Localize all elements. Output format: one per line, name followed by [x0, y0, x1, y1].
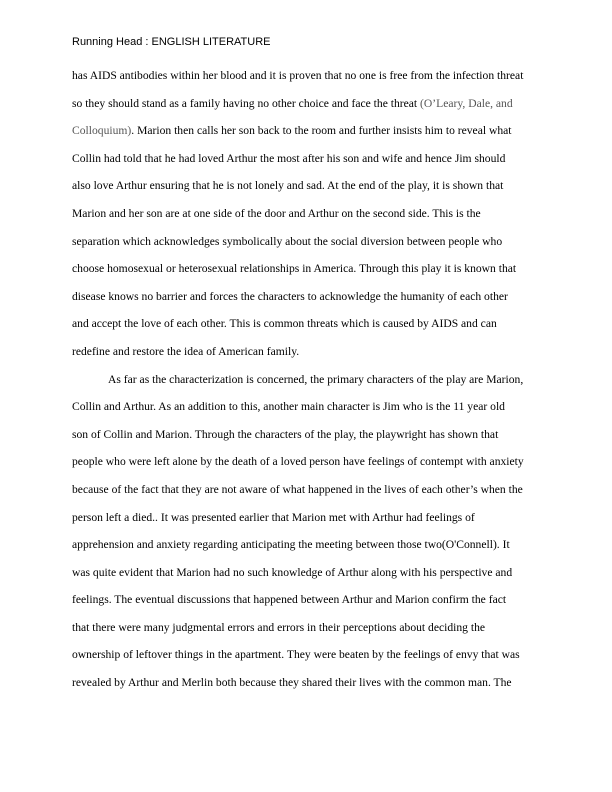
- paragraph-1-line: disease knows no barrier and forces the characters to acknowledge the humanity of each other: [72, 289, 508, 303]
- paragraph-1-line: [72, 117, 542, 145]
- paragraph-1-line: [72, 90, 542, 118]
- paragraph-2-line: As far as the characterization is concerned, the primary characters of the play are Marion,: [108, 372, 524, 386]
- line-text: so they should stand as a family having no other choice and face the threat: [72, 96, 421, 110]
- citation: Colloquium): [72, 124, 132, 138]
- paragraph-1-line: Collin had told that he had loved Arthur the most after his son and wife and hence Jim should: [72, 151, 506, 165]
- paragraph-2-line: revealed by Arthur and Merlin both because they shared their lives with the common man. The: [72, 676, 512, 690]
- paragraph-2-line: that there were many judgmental errors and errors in their perceptions about deciding the: [72, 620, 486, 634]
- paragraph-2-line: ownership of leftover things in the apartment. They were beaten by the feelings of envy that was: [72, 648, 520, 662]
- paragraph-1-line: redefine and restore the idea of American family.: [72, 344, 300, 358]
- paragraph-2-line: was quite evident that Marion had no such knowledge of Arthur along with his perspective and: [72, 565, 513, 579]
- paragraph-2-line: Collin and Arthur. As an addition to this, another main character is Jim who is the 11 year old: [72, 400, 505, 414]
- paragraph-1-line: separation which acknowledges symbolically about the social diversion between people who: [72, 234, 503, 248]
- paragraph-1-line: has AIDS antibodies within her blood and it is proven that no one is free from the infection threat: [72, 69, 524, 82]
- paragraph-2-line: because of the fact that they are not aware of what happened in the lives of each other’s when the: [72, 482, 523, 496]
- paragraph-2-line: feelings. The eventual discussions that happened between Arthur and Marion confirm the fact: [72, 593, 507, 607]
- line-text: . Marion then calls her son back to the room and further insists him to reveal what: [131, 124, 512, 138]
- paragraph-2-line: person left a died.. It was presented earlier that Marion met with Arthur had feelings of: [72, 510, 475, 524]
- paragraph-1-line: and accept the love of each other. This is common threats which is caused by AIDS and can: [72, 317, 497, 331]
- paragraph-1-line: choose homosexual or heterosexual relationships in America. Through this play it is known that: [72, 262, 517, 276]
- body-text: [72, 62, 542, 697]
- running-head: Running Head : ENGLISH LITERATURE: [72, 36, 271, 48]
- paragraph-2-line: apprehension and anxiety regarding anticipating the meeting between those two(O'Connell). It: [72, 538, 510, 552]
- citation: (O’Leary, Dale, and: [420, 96, 513, 110]
- paragraph-1-line: also love Arthur ensuring that he is not lonely and sad. At the end of the play, it is shown that: [72, 179, 504, 193]
- paragraph-2-line: son of Collin and Marion. Through the characters of the play, the playwright has shown that: [72, 427, 499, 441]
- paragraph-2-line: people who were left alone by the death of a loved person have feelings of contempt with anxiety: [72, 455, 524, 469]
- paragraph-1-line: Marion and her son are at one side of the door and Arthur on the second side. This is the: [72, 206, 481, 220]
